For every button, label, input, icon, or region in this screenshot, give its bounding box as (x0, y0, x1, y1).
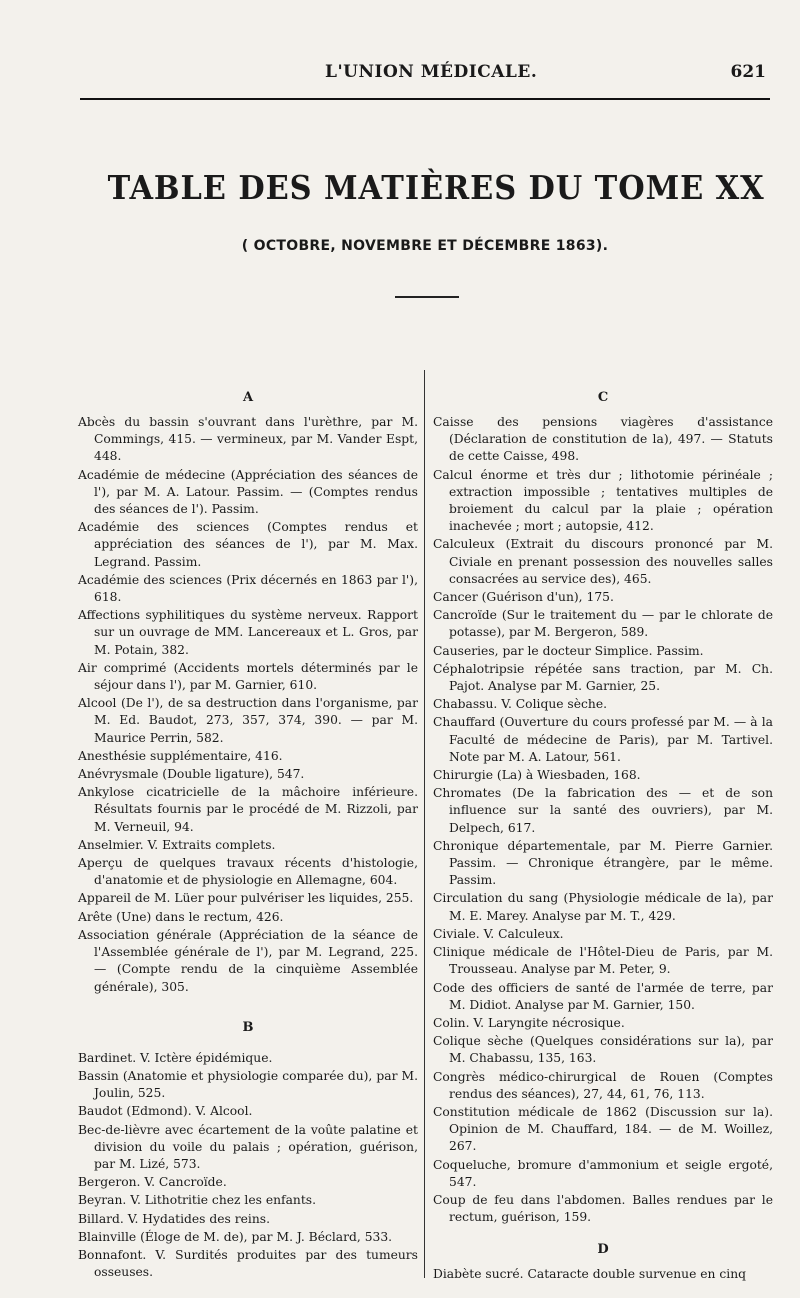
index-entry: Calcul énorme et très dur ; lithotomie périnéale ; extraction impossible ; tentatives multiples de broiement du calcul par la plaie ; opération inachevée ; mort ; autopsie, 412. (433, 467, 773, 534)
index-entry: Cancer (Guérison d'un), 175. (433, 590, 614, 605)
index-entry: Anévrysmale (Double ligature), 547. (78, 767, 305, 782)
running-head (80, 62, 770, 92)
index-entry: Colique sèche (Quelques considérations sur la), par M. Chabassu, 135, 163. (433, 1034, 773, 1066)
index-entry: Coup de feu dans l'abdomen. Balles rendues par le rectum, guérison, 159. (433, 1192, 773, 1225)
index-entry: Chirurgie (La) à Wiesbaden, 168. (433, 768, 641, 783)
index-entry: Civiale. V. Calculeux. (433, 926, 564, 941)
index-entry: Congrès médico-chirurgical de Rouen (Comptes rendus des séances), 27, 44, 61, 76, 113. (433, 1069, 773, 1101)
section-letter-c: C (597, 390, 609, 405)
index-entry: Baudot (Edmond). V. Alcool. (78, 1104, 253, 1119)
index-entry: Colin. V. Laryngite nécrosique. (433, 1015, 625, 1030)
index-entry: Bec-de-lièvre avec écartement de la voûte palatine et division du voile du palais ; opération, guérison, par M. Lizé, 573. (78, 1122, 418, 1171)
page-title: TABLE DES MATIÈRES DU TOME XX (107, 168, 765, 207)
index-entry: Bassin (Anatomie et physiologie comparée du), par M. Joulin, 525. (78, 1068, 418, 1101)
page-subtitle: ( OCTOBRE, NOVEMBRE ET DÉCEMBRE 1863). (241, 238, 609, 254)
right-column (433, 382, 773, 1284)
index-entry: Cancroïde (Sur le traitement du — par le chlorate de potasse), par M. Bergeron, 589. (433, 608, 773, 640)
index-entry: Clinique médicale de l'Hôtel-Dieu de Paris, par M. Trousseau. Analyse par M. Peter, 9. (433, 945, 773, 977)
index-entry: Association générale (Appréciation de la séance de l'Assemblée générale de l'), par M. Legrand, 225. — (Compte rendu de la cinquième Assemblée générale), 305. (78, 927, 418, 994)
index-entry: Chauffard (Ouverture du cours professé par M. — à la Faculté de médecine de Paris), par M. Tartivel. Note par M. A. Latour, 561. (433, 715, 773, 764)
section-d-entries (433, 1266, 773, 1283)
index-entry: Calculeux (Extrait du discours prononcé par M. Civiale en prenant possession des nouvelles salles consacrées au service des), 465. (433, 537, 773, 586)
index-entry: Beyran. V. Lithotritie chez les enfants. (78, 1193, 316, 1208)
index-entry: Bonnafont. V. Surdités produites par des tumeurs osseuses. (78, 1247, 418, 1280)
index-entry: Bardinet. V. Ictère épidémique. (78, 1050, 273, 1065)
index-entry: Académie des sciences (Comptes rendus et appréciation des séances de l'), par M. Max. Legrand. Passim. (78, 520, 418, 569)
index-entry: Chronique départementale, par M. Pierre Garnier. Passim. — Chronique étrangère, par le même. Passim. (433, 838, 773, 888)
index-entry: Constitution médicale de 1862 (Discussion sur la). Opinion de M. Chauffard, 184. — de M. Woillez, 267. (433, 1104, 773, 1154)
index-entry: Abcès du bassin s'ouvrant dans l'urèthre, par M. Commings, 415. — vermineux, par M. Vander Espt, 448. (78, 415, 418, 464)
index-entry: Académie de médecine (Appréciation des séances de l'), par M. A. Latour. Passim. — (Comptes rendus des séances de l'). Passim. (78, 467, 418, 517)
index-entry: Code des officiers de santé de l'armée de terre, par M. Didiot. Analyse par M. Garnier, 150. (433, 980, 773, 1012)
left-column (78, 382, 418, 1281)
index-entry: Caisse des pensions viagères d'assistance (Déclaration de constitution de la), 497. — Statuts de cette Caisse, 498. (433, 415, 773, 464)
section-letter-d: D (597, 1242, 609, 1258)
section-spacer (78, 996, 418, 1012)
section-letter-a: A (242, 390, 254, 405)
index-entry: Circulation du sang (Physiologie médicale de la), par M. E. Marey. Analyse par M. T., 429. (433, 891, 773, 923)
index-entry: Alcool (De l'), de sa destruction dans l'organisme, par M. Ed. Baudot, 273, 357, 374, 390. — par M. Maurice Perrin, 582. (78, 696, 418, 745)
header-rule (80, 98, 770, 100)
index-entry: Chabassu. V. Colique sèche. (433, 697, 608, 712)
index-entry: Académie des sciences (Prix décernés en 1863 par l'), 618. (78, 572, 418, 605)
index-entry: Arête (Une) dans le rectum, 426. (78, 909, 284, 924)
index-entry: Ankylose cicatricielle de la mâchoire inférieure. Résultats fournis par le procédé de M. Rizzoli, par M. Verneuil, 94. (78, 785, 418, 834)
index-entry: Bergeron. V. Cancroïde. (78, 1175, 227, 1190)
index-entry: Diabète sucré. Cataracte double survenue en cinq (433, 1267, 746, 1282)
column-divider (424, 370, 425, 1278)
index-entry: Chromates (De la fabrication des — et de son influence sur la santé des ouvriers), par M. Delpech, 617. (433, 786, 773, 835)
index-entry: Billard. V. Hydatides des reins. (78, 1211, 270, 1226)
section-b-entries (78, 1050, 418, 1282)
index-entry: Anesthésie supplémentaire, 416. (78, 748, 283, 763)
index-entry: Céphalotripsie répétée sans traction, par M. Ch. Pajot. Analyse par M. Garnier, 25. (433, 661, 773, 694)
section-spacer (433, 1226, 773, 1234)
index-entry: Blainville (Éloge de M. de), par M. J. Béclard, 533. (78, 1229, 393, 1244)
index-entry: Causeries, par le docteur Simplice. Passim. (433, 643, 704, 658)
index-entry: Air comprimé (Accidents mortels déterminés par le séjour dans l'), par M. Garnier, 610. (78, 660, 418, 693)
running-title: L'UNION MÉDICALE. (325, 62, 538, 82)
section-a-entries (78, 414, 418, 996)
title-rule (395, 296, 459, 298)
index-entry: Appareil de M. Lüer pour pulvériser les liquides, 255. (78, 891, 414, 906)
section-letter-b: B (242, 1019, 254, 1035)
index-entry: Coqueluche, bromure d'ammonium et seigle ergoté, 547. (433, 1157, 773, 1189)
index-entry: Anselmier. V. Extraits complets. (78, 837, 276, 852)
section-c-entries (433, 414, 773, 1226)
index-entry: Affections syphilitiques du système nerveux. Rapport sur un ouvrage de MM. Lancereaux et L. Gros, par M. Potain, 382. (78, 608, 418, 657)
page-number: 621 (730, 62, 766, 82)
index-entry: Aperçu de quelques travaux récents d'histologie, d'anatomie et de physiologie en Allemagne, 604. (78, 856, 418, 888)
